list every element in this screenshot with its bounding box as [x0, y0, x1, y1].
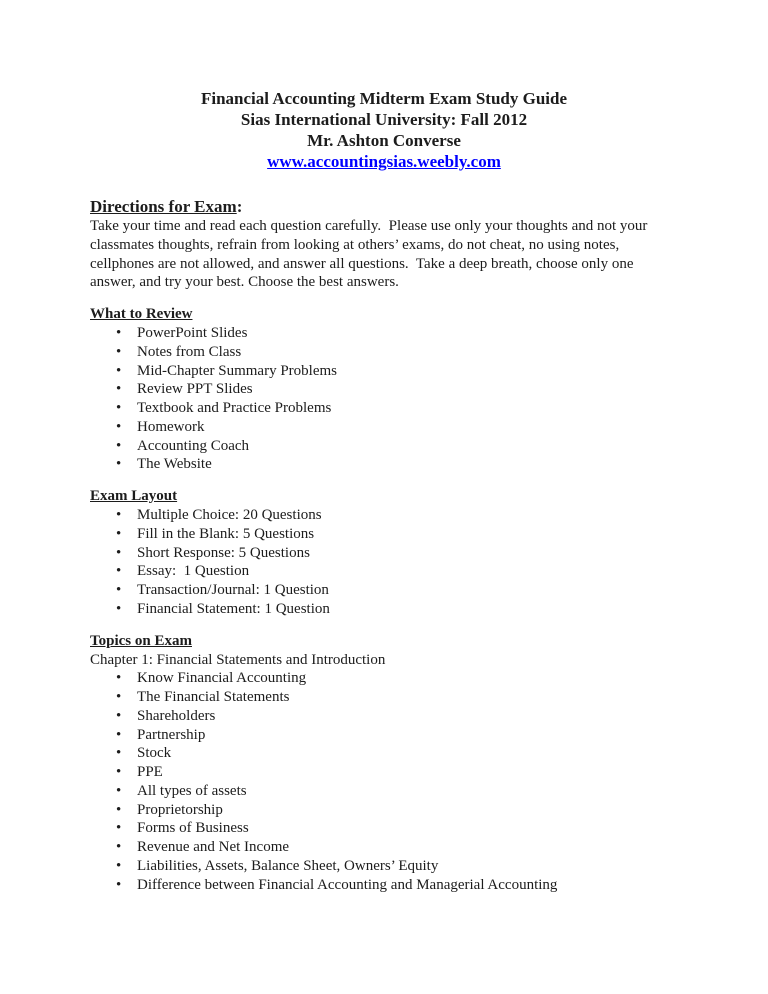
topics-list [90, 669, 678, 894]
list-item: • PPE [90, 763, 678, 782]
list-item: • Mid-Chapter Summary Problems [90, 362, 678, 381]
list-item: • Notes from Class [90, 343, 678, 362]
list-item: • Review PPT Slides [90, 380, 678, 399]
list-item: • Stock [90, 744, 678, 763]
exam-layout-heading: Exam Layout [90, 488, 178, 504]
list-item: • Homework [90, 418, 678, 437]
exam-layout-section [90, 487, 678, 619]
topics-section [90, 632, 678, 895]
directions-section [90, 196, 678, 292]
document-title: Financial Accounting Midterm Exam Study Guide [201, 89, 567, 108]
list-item: • Accounting Coach [90, 437, 678, 456]
list-item: • Multiple Choice: 20 Questions [90, 506, 678, 525]
list-item: • All types of assets [90, 782, 678, 801]
list-item: • Partnership [90, 726, 678, 745]
list-item: • The Website [90, 455, 678, 474]
list-item: • Forms of Business [90, 819, 678, 838]
exam-layout-list [90, 506, 678, 619]
website-link-line [90, 151, 678, 172]
list-item: • Proprietorship [90, 801, 678, 820]
list-item: • The Financial Statements [90, 688, 678, 707]
directions-heading [90, 196, 678, 217]
what-to-review-section [90, 305, 678, 474]
list-item: • Transaction/Journal: 1 Question [90, 581, 678, 600]
list-item: • Shareholders [90, 707, 678, 726]
document-header [90, 88, 678, 172]
list-item: • Financial Statement: 1 Question [90, 600, 678, 619]
list-item: • Revenue and Net Income [90, 838, 678, 857]
what-to-review-heading: What to Review [90, 306, 193, 322]
directions-heading-text: Directions for Exam [90, 197, 237, 216]
website-link[interactable]: www.accountingsias.weebly.com [267, 152, 501, 171]
list-item: • Fill in the Blank: 5 Questions [90, 525, 678, 544]
list-item: • Liabilities, Assets, Balance Sheet, Owners’ Equity [90, 857, 678, 876]
document-author: Mr. Ashton Converse [307, 131, 461, 150]
document-subtitle-university: Sias International University: Fall 2012 [240, 110, 528, 129]
what-to-review-list [90, 324, 678, 474]
topics-chapter-subheading: Chapter 1: Financial Statements and Introduction [90, 651, 386, 668]
list-item: • Difference between Financial Accounting and Managerial Accounting [90, 876, 678, 895]
directions-heading-colon: : [236, 197, 243, 216]
list-item: • Textbook and Practice Problems [90, 399, 678, 418]
list-item: • Know Financial Accounting [90, 669, 678, 688]
topics-heading: Topics on Exam [90, 632, 192, 649]
list-item: • Short Response: 5 Questions [90, 544, 678, 563]
list-item: • PowerPoint Slides [90, 324, 678, 343]
list-item: • Essay: 1 Question [90, 562, 678, 581]
directions-paragraph: Take your time and read each question carefully. Please use only your thoughts and not your classmates thoughts, refrain from looking at others’ exams, do not cheat, no using notes, cellphones are not allowed, and answer all questions. Take a deep breath, choose only one answer, and try your best. Choose the best answers. [90, 218, 652, 291]
